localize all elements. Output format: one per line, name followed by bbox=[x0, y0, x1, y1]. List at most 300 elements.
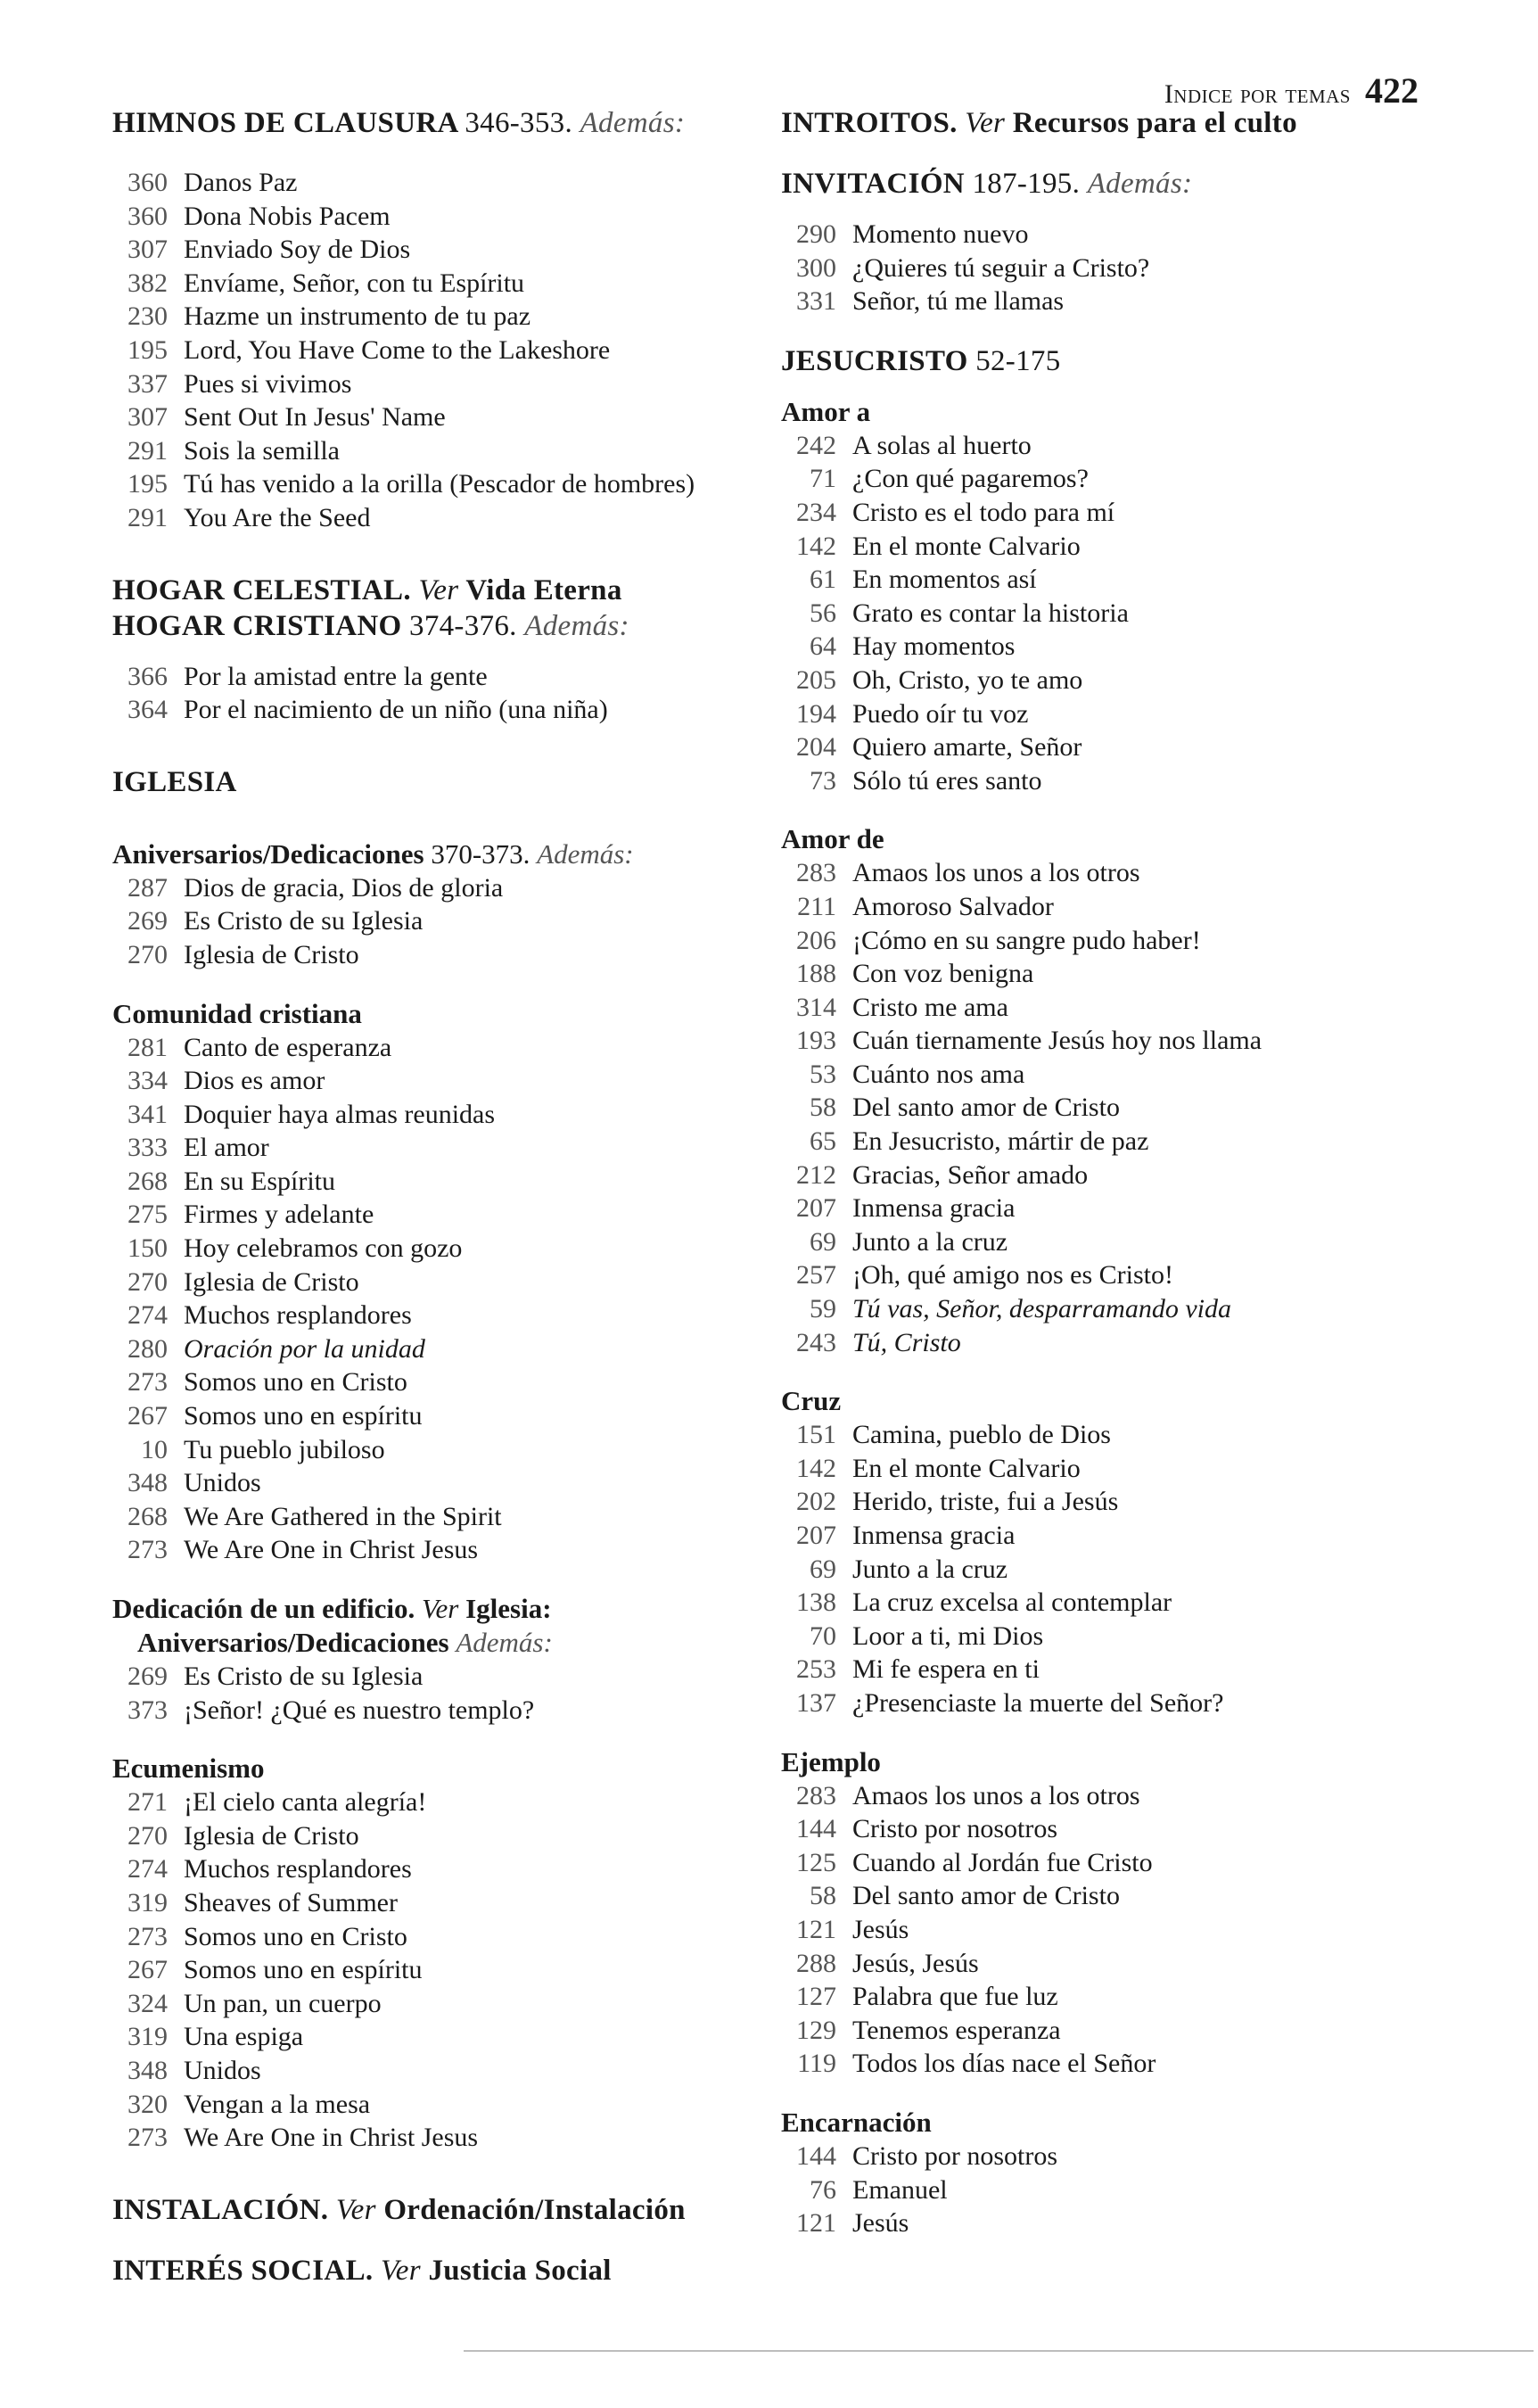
hymn-title: Del santo amor de Cristo bbox=[852, 1881, 1120, 1911]
hymn-title: Inmensa gracia bbox=[852, 1521, 1016, 1550]
hymn-entry bbox=[781, 2206, 1441, 2240]
hymn-title: En momentos así bbox=[852, 565, 1037, 595]
hymn-number: 73 bbox=[810, 765, 836, 796]
hymn-entry bbox=[781, 2140, 1441, 2173]
hymn-number: 273 bbox=[127, 1921, 168, 1951]
hymn-title: Pues si vivimos bbox=[184, 368, 352, 399]
hymn-title: Grato es contar la historia bbox=[852, 598, 1129, 628]
hymn-entry bbox=[781, 1091, 1441, 1125]
hymn-number: 274 bbox=[127, 1854, 168, 1884]
hymn-number: 291 bbox=[127, 435, 168, 466]
subsection-heading: Ejemplo bbox=[781, 1745, 881, 1777]
hymn-number: 291 bbox=[127, 502, 168, 532]
hymn-entry bbox=[781, 697, 1441, 731]
hymn-number: 202 bbox=[796, 1487, 836, 1517]
hymn-entry bbox=[112, 1920, 763, 1954]
hymn-title: ¿Con qué pagaremos? bbox=[852, 464, 1089, 494]
hymn-entry bbox=[112, 2088, 763, 2122]
hymn-title: ¡El cielo canta alegría! bbox=[184, 1787, 427, 1818]
hymn-title: Inmensa gracia bbox=[852, 1193, 1016, 1224]
hymn-number: 206 bbox=[796, 925, 836, 955]
section-iglesia: IGLESIA bbox=[112, 765, 237, 798]
hymn-entry bbox=[112, 267, 763, 301]
subsection-heading: Encarnación bbox=[781, 2106, 932, 2138]
hymn-entry bbox=[781, 764, 1441, 798]
hymn-entry bbox=[112, 1852, 763, 1886]
hymn-number: 267 bbox=[127, 1955, 168, 1985]
hymn-number: 331 bbox=[796, 286, 836, 317]
hymn-entry bbox=[781, 1326, 1441, 1360]
hymn-entry bbox=[781, 597, 1441, 631]
hymn-list bbox=[781, 218, 1441, 318]
hymn-title: Danos Paz bbox=[184, 168, 298, 197]
hymn-entry bbox=[781, 890, 1441, 924]
hymn-number: 348 bbox=[127, 1468, 168, 1498]
hymn-entry bbox=[112, 1332, 763, 1366]
hymn-number: 269 bbox=[127, 1662, 168, 1691]
hymn-entry bbox=[781, 1879, 1441, 1913]
hymn-entry bbox=[781, 1553, 1441, 1587]
hymn-title: En el monte Calvario bbox=[852, 1453, 1081, 1483]
hymn-title: Cuán tiernamente Jesús hoy nos llama bbox=[852, 1026, 1262, 1056]
hymn-title: Enviado Soy de Dios bbox=[184, 235, 411, 265]
hymn-entry bbox=[112, 938, 763, 972]
hymn-title: Hazme un instrumento de tu paz bbox=[184, 301, 531, 332]
hymn-number: 283 bbox=[796, 858, 836, 888]
hymn-title: ¡Cómo en su sangre pudo haber! bbox=[852, 925, 1201, 955]
hymn-title: Somos uno en espíritu bbox=[184, 1955, 423, 1985]
subsection-heading: Cruz bbox=[781, 1385, 842, 1417]
hymn-number: 267 bbox=[127, 1401, 168, 1431]
hymn-title: Cristo me ama bbox=[852, 992, 1008, 1022]
hymn-number: 360 bbox=[127, 201, 168, 231]
hymn-entry bbox=[112, 660, 763, 694]
hymn-number: 58 bbox=[810, 1881, 836, 1911]
hymn-title: Dios es amor bbox=[184, 1066, 325, 1096]
hymn-entry bbox=[112, 693, 763, 727]
page-number: 422 bbox=[1365, 70, 1419, 111]
subsection-ecumenismo bbox=[112, 1752, 763, 2155]
hymn-number: 127 bbox=[796, 1982, 836, 2012]
hymn-number: 151 bbox=[796, 1420, 836, 1450]
hymn-number: 283 bbox=[796, 1780, 836, 1810]
hymn-title: Amoroso Salvador bbox=[852, 891, 1054, 921]
hymn-number: 320 bbox=[127, 2089, 168, 2119]
hymn-number: 204 bbox=[796, 732, 836, 763]
subsection-aniversarios bbox=[112, 837, 763, 972]
hymn-number: 280 bbox=[127, 1333, 168, 1364]
hymn-title: Cristo es el todo para mí bbox=[852, 497, 1115, 527]
subsection-amor-de bbox=[781, 822, 1441, 1359]
hymn-title: Por el nacimiento de un niño (una niña) bbox=[184, 695, 608, 725]
hymn-number: 142 bbox=[796, 1453, 836, 1483]
hymn-number: 58 bbox=[810, 1093, 836, 1123]
hymn-entry bbox=[781, 252, 1441, 285]
hymn-title: Emanuel bbox=[852, 2174, 948, 2205]
hymn-entry bbox=[781, 1192, 1441, 1225]
hymn-number: 307 bbox=[127, 402, 168, 433]
hymn-list bbox=[781, 429, 1441, 798]
hymn-title: Puedo oír tu voz bbox=[852, 698, 1029, 729]
section-heading: HOGAR CRISTIANO 374-376. Además: bbox=[112, 609, 629, 642]
hymn-number: 212 bbox=[796, 1159, 836, 1190]
hymn-entry bbox=[781, 957, 1441, 991]
footer-rule bbox=[464, 2350, 1534, 2352]
hymn-title: ¿Presenciaste la muerte del Señor? bbox=[852, 1687, 1224, 1718]
hymn-title: We Are One in Christ Jesus bbox=[184, 2123, 479, 2153]
hymn-entry bbox=[112, 1098, 763, 1132]
hymn-number: 268 bbox=[127, 1166, 168, 1196]
hymn-number: 300 bbox=[796, 252, 836, 283]
hymn-number: 373 bbox=[127, 1695, 168, 1725]
hymn-title: En su Espíritu bbox=[184, 1166, 335, 1196]
hymn-entry bbox=[781, 1913, 1441, 1947]
hymn-number: 307 bbox=[127, 235, 168, 265]
hymn-number: 61 bbox=[810, 565, 836, 595]
hymn-title: Sent Out In Jesus' Name bbox=[184, 402, 446, 433]
hymn-number: 138 bbox=[796, 1587, 836, 1618]
hymn-entry bbox=[781, 1159, 1441, 1192]
hymn-title: We Are Gathered in the Spirit bbox=[184, 1501, 502, 1531]
hymn-title: Sheaves of Summer bbox=[184, 1887, 398, 1917]
hymn-title: Mi fe espera en ti bbox=[852, 1654, 1040, 1685]
hymn-title: Canto de esperanza bbox=[184, 1032, 392, 1062]
hymn-number: 334 bbox=[127, 1066, 168, 1096]
hymn-title: El amor bbox=[184, 1133, 269, 1163]
hymn-number: 366 bbox=[127, 661, 168, 691]
hymn-title: Cuando al Jordán fue Cristo bbox=[852, 1847, 1153, 1877]
hymn-number: 273 bbox=[127, 1367, 168, 1398]
hymn-entry bbox=[112, 1500, 763, 1534]
hymn-number: 319 bbox=[127, 2022, 168, 2052]
hymn-number: 234 bbox=[796, 497, 836, 527]
hymn-number: 70 bbox=[810, 1620, 836, 1651]
hymn-entry bbox=[112, 467, 763, 501]
hymn-entry bbox=[112, 367, 763, 401]
hymn-number: 142 bbox=[796, 531, 836, 561]
hymn-number: 271 bbox=[127, 1787, 168, 1818]
hymn-title: We Are One in Christ Jesus bbox=[184, 1535, 479, 1565]
hymn-entry bbox=[112, 501, 763, 535]
hymn-title: Cristo por nosotros bbox=[852, 2140, 1058, 2171]
hymn-number: 281 bbox=[127, 1032, 168, 1062]
hymn-title: Envíame, Señor, con tu Espíritu bbox=[184, 268, 525, 298]
hymn-entry bbox=[781, 1258, 1441, 1292]
hymn-entry bbox=[781, 496, 1441, 530]
hymn-title: Tu pueblo jubiloso bbox=[184, 1434, 385, 1464]
subsection-comunidad bbox=[112, 997, 763, 1568]
hymn-title: Vengan a la mesa bbox=[184, 2089, 371, 2119]
hymn-number: 129 bbox=[796, 2015, 836, 2045]
hymn-number: 195 bbox=[127, 469, 168, 499]
hymn-number: 288 bbox=[796, 1948, 836, 1978]
hymn-entry bbox=[112, 300, 763, 334]
hymn-entry bbox=[781, 991, 1441, 1025]
hymn-entry bbox=[781, 429, 1441, 463]
hymn-number: 382 bbox=[127, 268, 168, 298]
section-heading: HIMNOS DE CLAUSURA 346-353. Además: bbox=[112, 107, 686, 139]
hymn-entry bbox=[112, 1660, 763, 1694]
hymn-title: Unidos bbox=[184, 1468, 261, 1498]
section-interes-social: INTERÉS SOCIAL. Ver Justicia Social bbox=[112, 2254, 612, 2287]
hymn-entry bbox=[112, 1433, 763, 1467]
hymn-entry bbox=[112, 1533, 763, 1567]
subsection-heading: Comunidad cristiana bbox=[112, 997, 362, 1029]
section-invitacion bbox=[781, 166, 1441, 318]
section-himnos-clausura bbox=[112, 105, 763, 535]
section-hogar-cristiano bbox=[112, 608, 763, 727]
hymn-number: 319 bbox=[127, 1887, 168, 1917]
hymn-entry bbox=[781, 2173, 1441, 2207]
hymn-entry bbox=[781, 1586, 1441, 1620]
hymn-number: 121 bbox=[796, 2208, 836, 2239]
hymn-title: Por la amistad entre la gente bbox=[184, 661, 488, 691]
hymn-number: 10 bbox=[141, 1434, 168, 1464]
hymn-entry bbox=[781, 924, 1441, 958]
hymn-entry bbox=[112, 1232, 763, 1266]
hymn-number: 230 bbox=[127, 301, 168, 332]
hymn-title: La cruz excelsa al contemplar bbox=[852, 1587, 1172, 1618]
hymn-title: Momento nuevo bbox=[852, 219, 1029, 249]
hymn-list bbox=[112, 660, 763, 727]
hymn-entry bbox=[112, 400, 763, 434]
right-column bbox=[781, 105, 1441, 2240]
hymn-list bbox=[781, 1418, 1441, 1719]
hymn-number: 193 bbox=[796, 1026, 836, 1056]
hymn-title: Cristo por nosotros bbox=[852, 1814, 1058, 1844]
hymn-number: 211 bbox=[797, 891, 836, 921]
hymn-entry bbox=[112, 1365, 763, 1399]
section-hogar-celestial: HOGAR CELESTIAL. Ver Vida Eterna bbox=[112, 573, 622, 606]
hymn-entry bbox=[112, 871, 763, 905]
hymn-number: 207 bbox=[796, 1193, 836, 1224]
hymn-entry bbox=[781, 218, 1441, 252]
hymn-number: 64 bbox=[810, 631, 836, 662]
hymn-number: 333 bbox=[127, 1133, 168, 1163]
hymn-title: Lord, You Have Come to the Lakeshore bbox=[184, 334, 611, 365]
hymn-list bbox=[781, 1779, 1441, 2081]
hymn-entry bbox=[112, 2020, 763, 2054]
section-instalacion: INSTALACIÓN. Ver Ordenación/Instalación bbox=[112, 2193, 686, 2226]
hymn-title: Herido, triste, fui a Jesús bbox=[852, 1487, 1119, 1517]
hymn-entry bbox=[781, 1292, 1441, 1326]
hymn-number: 364 bbox=[127, 695, 168, 725]
hymn-entry bbox=[112, 1953, 763, 1987]
section-jesucristo: JESUCRISTO 52-175 bbox=[781, 344, 1061, 377]
hymn-number: 150 bbox=[127, 1233, 168, 1264]
hymn-entry bbox=[781, 630, 1441, 664]
hymn-title: Iglesia de Cristo bbox=[184, 1820, 359, 1851]
hymn-entry bbox=[781, 1485, 1441, 1519]
hymn-entry bbox=[112, 1131, 763, 1165]
section-introitos: INTROITOS. Ver Recursos para el culto bbox=[781, 107, 1297, 139]
hymn-title: Somos uno en Cristo bbox=[184, 1921, 407, 1951]
subsection-cruz bbox=[781, 1384, 1441, 1719]
hymn-number: 205 bbox=[796, 664, 836, 695]
hymn-number: 269 bbox=[127, 906, 168, 936]
hymn-entry bbox=[781, 563, 1441, 597]
hymn-entry bbox=[112, 904, 763, 938]
hymn-title: ¿Quieres tú seguir a Cristo? bbox=[852, 252, 1150, 283]
hymn-entry bbox=[112, 1694, 763, 1728]
section-heading: INVITACIÓN 187-195. Además: bbox=[781, 168, 1193, 200]
hymn-title: Tenemos esperanza bbox=[852, 2015, 1061, 2045]
hymn-entry bbox=[781, 856, 1441, 890]
hymn-list bbox=[112, 1031, 763, 1568]
hymn-entry bbox=[781, 1620, 1441, 1653]
hymn-number: 270 bbox=[127, 1266, 168, 1297]
hymn-title: Del santo amor de Cristo bbox=[852, 1093, 1120, 1123]
hymn-number: 137 bbox=[796, 1687, 836, 1718]
hymn-number: 242 bbox=[796, 430, 836, 460]
hymn-title: Muchos resplandores bbox=[184, 1854, 412, 1884]
hymn-title: Loor a ti, mi Dios bbox=[852, 1620, 1044, 1651]
hymn-number: 341 bbox=[127, 1099, 168, 1129]
hymn-entry bbox=[781, 2014, 1441, 2048]
hymn-entry bbox=[112, 1886, 763, 1920]
hymn-number: 195 bbox=[127, 334, 168, 365]
hymn-entry bbox=[781, 2047, 1441, 2081]
hymn-entry bbox=[112, 2054, 763, 2088]
hymn-number: 243 bbox=[796, 1327, 836, 1357]
hymn-entry bbox=[112, 1266, 763, 1299]
hymn-entry bbox=[781, 530, 1441, 564]
subsection-dedicacion bbox=[112, 1592, 763, 1727]
hymn-number: 360 bbox=[127, 168, 168, 197]
hymn-title: Camina, pueblo de Dios bbox=[852, 1420, 1111, 1450]
hymn-entry bbox=[112, 334, 763, 367]
hymn-number: 274 bbox=[127, 1300, 168, 1331]
hymn-title: Es Cristo de su Iglesia bbox=[184, 906, 424, 936]
hymn-title: Sois la semilla bbox=[184, 435, 340, 466]
hymn-title: Una espiga bbox=[184, 2022, 304, 2052]
hymn-title: Jesús, Jesús bbox=[852, 1948, 979, 1978]
hymn-entry bbox=[112, 166, 763, 200]
subsection-encarnacion bbox=[781, 2106, 1441, 2240]
hymn-entry bbox=[781, 285, 1441, 318]
hymn-entry bbox=[781, 1812, 1441, 1846]
hymn-number: 270 bbox=[127, 1820, 168, 1851]
hymn-list bbox=[112, 1660, 763, 1727]
hymn-number: 56 bbox=[810, 598, 836, 628]
hymn-title: Doquier haya almas reunidas bbox=[184, 1099, 496, 1129]
hymn-number: 324 bbox=[127, 1988, 168, 2018]
header-title: Indice por temas bbox=[1164, 79, 1351, 109]
hymn-number: 69 bbox=[810, 1226, 836, 1257]
hymn-list bbox=[781, 2140, 1441, 2240]
hymn-number: 207 bbox=[796, 1521, 836, 1550]
hymn-title: Firmes y adelante bbox=[184, 1200, 374, 1230]
subsection-heading: Amor de bbox=[781, 823, 884, 855]
hymn-title: ¡Señor! ¿Qué es nuestro templo? bbox=[184, 1695, 535, 1725]
hymn-number: 314 bbox=[796, 992, 836, 1022]
hymn-title: Amaos los unos a los otros bbox=[852, 1780, 1140, 1810]
hymn-number: 119 bbox=[797, 2049, 836, 2079]
hymn-title: Oh, Cristo, yo te amo bbox=[852, 664, 1083, 695]
left-column bbox=[112, 105, 763, 2288]
hymn-title: Un pan, un cuerpo bbox=[184, 1988, 382, 2018]
hymn-entry bbox=[112, 1399, 763, 1433]
hymn-entry bbox=[781, 664, 1441, 697]
hymn-title: Jesús bbox=[852, 2208, 909, 2239]
hymn-title: Somos uno en espíritu bbox=[184, 1401, 423, 1431]
hymn-number: 144 bbox=[796, 2140, 836, 2171]
hymn-entry bbox=[112, 434, 763, 468]
hymn-number: 273 bbox=[127, 2123, 168, 2153]
subsection-heading: Ecumenismo bbox=[112, 1752, 265, 1785]
hymn-entry bbox=[112, 233, 763, 267]
subsection-heading-cont: Aniversarios/Dedicaciones Además: bbox=[137, 1627, 553, 1658]
hymn-title: Amaos los unos a los otros bbox=[852, 858, 1140, 888]
hymn-entry bbox=[112, 1198, 763, 1232]
hymn-number: 188 bbox=[796, 959, 836, 989]
subsection-heading: Aniversarios/Dedicaciones 370-373. Además: bbox=[112, 837, 634, 870]
hymn-number: 69 bbox=[810, 1554, 836, 1584]
hymn-title: Muchos resplandores bbox=[184, 1300, 412, 1331]
hymn-title: Jesús bbox=[852, 1914, 909, 1944]
hymn-title: Unidos bbox=[184, 2055, 261, 2085]
hymn-title: Quiero amarte, Señor bbox=[852, 732, 1082, 763]
hymn-number: 59 bbox=[810, 1294, 836, 1324]
hymn-number: 268 bbox=[127, 1501, 168, 1531]
hymn-title: En Jesucristo, mártir de paz bbox=[852, 1126, 1149, 1157]
subsection-heading: Amor a bbox=[781, 395, 871, 427]
hymn-number: 144 bbox=[796, 1814, 836, 1844]
hymn-number: 337 bbox=[127, 368, 168, 399]
hymn-title: Dios de gracia, Dios de gloria bbox=[184, 872, 504, 903]
hymn-number: 65 bbox=[810, 1126, 836, 1157]
hymn-title: ¡Oh, qué amigo nos es Cristo! bbox=[852, 1260, 1173, 1291]
hymn-entry bbox=[781, 1519, 1441, 1553]
hymn-entry bbox=[781, 1686, 1441, 1720]
hymn-number: 270 bbox=[127, 939, 168, 969]
hymn-number: 273 bbox=[127, 1535, 168, 1565]
hymn-title: Cuánto nos ama bbox=[852, 1059, 1025, 1089]
hymn-entry bbox=[112, 1987, 763, 2021]
hymn-title: Tú, Cristo bbox=[852, 1327, 961, 1357]
hymn-title: Todos los días nace el Señor bbox=[852, 2049, 1156, 2079]
hymn-entry bbox=[781, 462, 1441, 496]
hymn-entry bbox=[112, 1819, 763, 1853]
hymn-number: 287 bbox=[127, 872, 168, 903]
hymn-number: 71 bbox=[810, 464, 836, 494]
hymn-number: 290 bbox=[796, 219, 836, 249]
hymn-title: Hoy celebramos con gozo bbox=[184, 1233, 463, 1264]
hymn-list bbox=[112, 166, 763, 535]
hymn-title: Palabra que fue luz bbox=[852, 1982, 1058, 2012]
subsection-heading: Dedicación de un edificio. Ver Iglesia: bbox=[112, 1593, 552, 1624]
hymn-entry bbox=[781, 1653, 1441, 1686]
hymn-entry bbox=[781, 1779, 1441, 1813]
hymn-entry bbox=[781, 1846, 1441, 1880]
hymn-entry bbox=[781, 1418, 1441, 1452]
hymn-title: Tú has venido a la orilla (Pescador de hombres) bbox=[184, 469, 695, 499]
hymn-title: Tú vas, Señor, desparramando vida bbox=[852, 1294, 1231, 1324]
hymn-number: 348 bbox=[127, 2055, 168, 2085]
hymn-title: Dona Nobis Pacem bbox=[184, 201, 391, 231]
hymn-number: 125 bbox=[796, 1847, 836, 1877]
hymn-number: 53 bbox=[810, 1059, 836, 1089]
hymn-entry bbox=[112, 1466, 763, 1500]
hymn-list bbox=[112, 871, 763, 972]
hymn-entry bbox=[112, 1165, 763, 1199]
hymn-entry bbox=[112, 1031, 763, 1065]
hymn-title: Iglesia de Cristo bbox=[184, 1266, 359, 1297]
subsection-amor-a bbox=[781, 395, 1441, 798]
hymn-title: Somos uno en Cristo bbox=[184, 1367, 407, 1398]
hymn-number: 76 bbox=[810, 2174, 836, 2205]
subsection-ejemplo bbox=[781, 1745, 1441, 2081]
